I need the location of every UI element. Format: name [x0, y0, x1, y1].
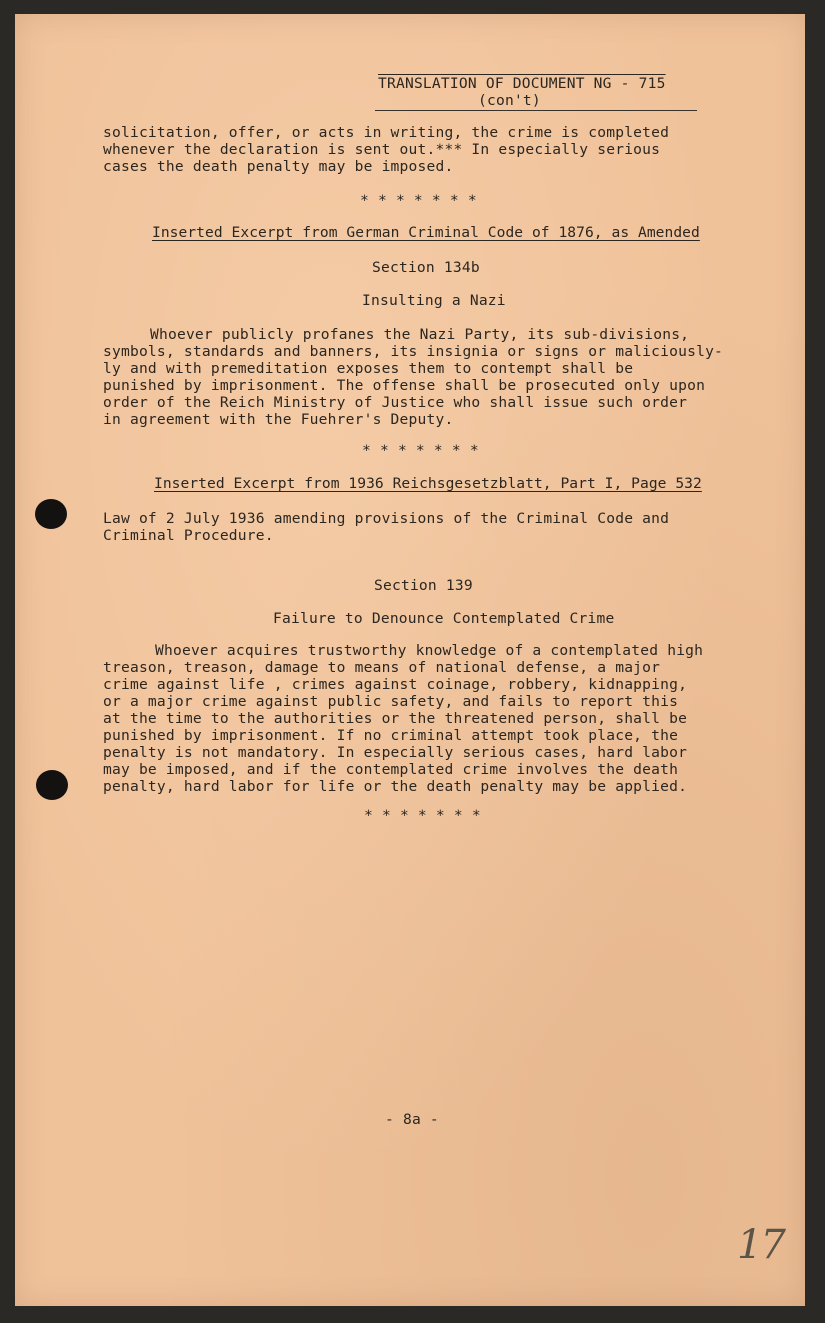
separator: * * * * * * * [364, 807, 481, 824]
paragraph-line: in agreement with the Fuehrer's Deputy. [103, 411, 454, 428]
paragraph-line: treason, treason, damage to means of national defense, a major [103, 659, 661, 676]
intro-line: solicitation, offer, or acts in writing, the crime is completed [103, 124, 670, 141]
punch-hole [36, 770, 68, 800]
intro-line: cases the death penalty may be imposed. [103, 158, 454, 175]
excerpt2-law-line [103, 510, 669, 544]
handwritten-page-number: 17 [737, 1222, 784, 1268]
excerpt1-heading: Inserted Excerpt from German Criminal Code of 1876, as Amended [152, 224, 700, 241]
excerpt2-title: Failure to Denounce Contemplated Crime [273, 610, 615, 627]
paragraph-line: crime against life , crimes against coinage, robbery, kidnapping, [103, 676, 688, 693]
law-line: Law of 2 July 1936 amending provisions of the Criminal Code and [103, 510, 670, 527]
header-underline [375, 110, 697, 111]
punch-hole [35, 499, 67, 529]
intro-line: whenever the declaration is sent out.*** In especially serious [103, 141, 661, 158]
excerpt1-paragraph [103, 326, 723, 428]
paragraph-line: Whoever publicly profanes the Nazi Party, its sub-divisions, [150, 326, 690, 343]
document-page [15, 14, 805, 1306]
header-title: TRANSLATION OF DOCUMENT NG - 715 [378, 75, 666, 92]
separator: * * * * * * * [360, 192, 477, 209]
paragraph-line: penalty is not mandatory. In especially serious cases, hard labor [103, 744, 688, 761]
paragraph-line: at the time to the authorities or the threatened person, shall be [103, 710, 688, 727]
paragraph-line: order of the Reich Ministry of Justice who shall issue such order [103, 394, 688, 411]
separator: * * * * * * * [362, 442, 479, 459]
law-line: Criminal Procedure. [103, 527, 274, 544]
paragraph-line: penalty, hard labor for life or the death penalty may be applied. [103, 778, 688, 795]
paragraph-line: ly and with premeditation exposes them to contempt shall be [103, 360, 634, 377]
excerpt2-paragraph [103, 642, 703, 795]
paragraph-line: punished by imprisonment. The offense shall be prosecuted only upon [103, 377, 706, 394]
paragraph-line: or a major crime against public safety, and fails to report this [103, 693, 679, 710]
intro-paragraph [103, 124, 669, 175]
excerpt2-section: Section 139 [374, 577, 473, 594]
header-continued: (con't) [478, 92, 541, 109]
paragraph-line: symbols, standards and banners, its insignia or signs or maliciously- [103, 343, 724, 360]
excerpt1-section: Section 134b [372, 259, 480, 276]
excerpt2-heading: Inserted Excerpt from 1936 Reichsgesetzblatt, Part I, Page 532 [154, 475, 702, 492]
page-number: - 8a - [385, 1111, 439, 1128]
paragraph-line: punished by imprisonment. If no criminal attempt took place, the [103, 727, 679, 744]
excerpt1-title: Insulting a Nazi [362, 292, 506, 309]
paragraph-line: Whoever acquires trustworthy knowledge of a contemplated high [155, 642, 704, 659]
paragraph-line: may be imposed, and if the contemplated crime involves the death [103, 761, 679, 778]
